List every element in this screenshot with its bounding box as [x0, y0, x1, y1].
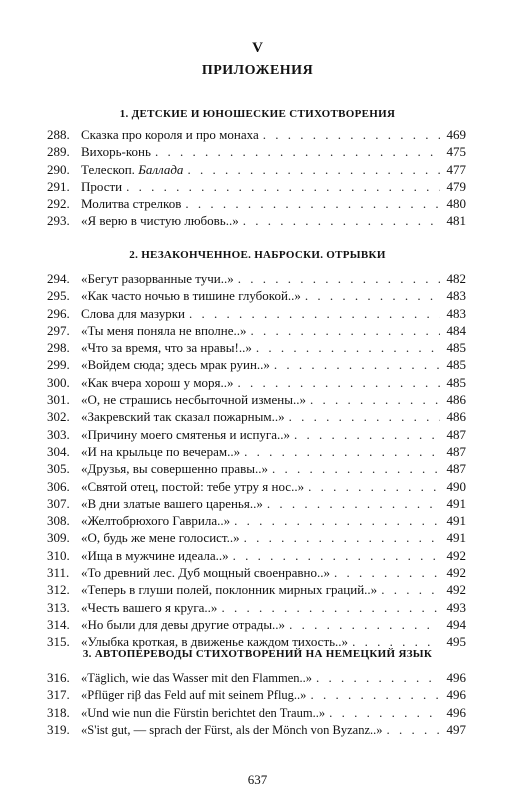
toc-entry [47, 443, 466, 460]
entry-page: 485 [446, 340, 466, 356]
toc-entry [47, 305, 466, 322]
entry-page: 480 [446, 196, 466, 212]
entry-title [77, 512, 230, 529]
entry-page: 475 [446, 144, 466, 160]
toc-entry [47, 356, 466, 373]
entry-number: 309. [47, 530, 70, 546]
entry-title [77, 599, 217, 616]
dot-leader [267, 495, 440, 512]
entry-number: 297. [47, 322, 70, 338]
dot-leader [155, 143, 440, 160]
entry-title [77, 126, 259, 143]
entry-title-text: «Я верю в чистую любовь..» [81, 213, 239, 229]
entry-page: 492 [446, 565, 466, 581]
entry-title [77, 143, 151, 160]
entry-title-text: Сказка про короля и про монаха [81, 127, 259, 142]
entry-title [77, 687, 306, 704]
entry-title [77, 670, 312, 687]
entry-number: 315. [47, 634, 70, 650]
entry-title-text: «Закревский так сказал пожарным..» [81, 409, 285, 425]
toc-entry [47, 126, 466, 143]
entry-title [77, 564, 330, 581]
entry-title [77, 287, 301, 304]
dot-leader [243, 212, 440, 229]
toc-entry [47, 178, 466, 195]
entry-number: 316. [47, 670, 70, 685]
entry-page: 496 [446, 687, 466, 703]
entry-title-text: Вихорь-конь [81, 144, 151, 160]
entry-title [77, 212, 239, 229]
entry-title-text: «Улыбка кроткая, в движенье каждом тихость..» [81, 634, 349, 650]
toc-entry [47, 391, 466, 408]
entry-title-text: «То древний лес. Дуб мощный своенравно..» [81, 565, 330, 581]
toc-entry [47, 374, 466, 391]
entry-title [77, 460, 268, 477]
entry-page: 493 [446, 599, 466, 615]
entry-number: 303. [47, 426, 70, 442]
entry-number: 296. [47, 305, 70, 321]
entry-page: 491 [446, 530, 466, 546]
entry-page: 487 [446, 443, 466, 459]
dot-leader [234, 512, 440, 529]
entry-title [77, 547, 229, 564]
entry-number: 310. [47, 547, 70, 563]
entry-number: 294. [47, 271, 70, 286]
entry-page: 497 [446, 721, 466, 737]
entry-page: 477 [446, 161, 466, 177]
entry-title-italic: Баллада [138, 161, 184, 177]
entry-number: 306. [47, 478, 70, 494]
entry-page: 492 [446, 582, 466, 598]
dot-leader [244, 529, 440, 546]
toc-entry [47, 547, 466, 564]
entry-title [77, 722, 383, 739]
entry-title-text: «Честь вашего я круга..» [81, 599, 218, 615]
entry-title-text: «S'ist gut, — sprach der Fürst, als der Mönch von Byzanz..» [81, 722, 383, 737]
entry-number: 308. [47, 513, 70, 529]
toc-entry [47, 426, 466, 443]
dot-leader [308, 478, 440, 495]
toc-entry [47, 669, 466, 686]
entry-title [77, 581, 377, 598]
entry-page: 486 [446, 392, 466, 408]
toc-entry [47, 581, 466, 598]
entry-title-text: «О, не страшись несбыточной измены..» [81, 392, 306, 408]
entry-title-text: «Что за время, что за нравы!..» [81, 340, 252, 356]
entry-title [77, 339, 252, 356]
entry-number: 289. [47, 144, 70, 160]
entry-number: 317. [47, 687, 70, 703]
entry-title-text: «Бегут разорванные тучи..» [81, 271, 234, 286]
dot-leader [274, 356, 440, 373]
entry-title-text: «Войдем сюда; здесь мрак руин..» [81, 357, 270, 373]
dot-leader [189, 305, 440, 322]
entry-number: 292. [47, 196, 70, 212]
entry-title [77, 495, 263, 512]
dot-leader [244, 443, 440, 460]
entry-number: 314. [47, 616, 70, 632]
dot-leader [305, 287, 440, 304]
dot-leader [185, 195, 440, 212]
entry-number: 295. [47, 288, 70, 304]
toc-entry [47, 512, 466, 529]
toc-entry [47, 495, 466, 512]
entry-title-text: «Друзья, вы совершенно правы..» [81, 461, 269, 477]
entry-number: 318. [47, 704, 70, 720]
entry-page: 485 [446, 374, 466, 390]
entry-number: 298. [47, 340, 70, 356]
entry-page: 484 [446, 322, 466, 338]
entry-title [77, 529, 240, 546]
part-number: V [252, 40, 263, 56]
entry-number: 319. [47, 721, 70, 737]
dot-leader [387, 721, 440, 738]
entry-page: 479 [446, 178, 466, 194]
dot-leader [272, 460, 440, 477]
dot-leader [329, 704, 440, 721]
toc-entry [47, 195, 466, 212]
entry-page: 492 [446, 547, 466, 563]
section-heading-3: 3. АВТОПЕРЕВОДЫ СТИХОТВОРЕНИЙ НА НЕМЕЦКИЙ ЯЗЫК [82, 648, 433, 660]
entry-title [77, 195, 181, 212]
dot-leader [334, 564, 440, 581]
toc-entry [47, 212, 466, 229]
dot-leader [289, 408, 440, 425]
toc-entry [47, 460, 466, 477]
entry-title [77, 356, 270, 373]
entry-page: 483 [446, 288, 466, 304]
dot-leader [310, 391, 440, 408]
entry-number: 313. [47, 599, 70, 615]
entry-title-text: «Святой отец, постой: тебе утру я нос..» [81, 478, 305, 494]
toc-entry [47, 564, 466, 581]
toc-section-2 [47, 270, 466, 651]
entry-number: 305. [47, 461, 70, 477]
dot-leader [221, 599, 440, 616]
entry-title [77, 374, 234, 391]
entry-title-text: «И на крыльце по вечерам..» [81, 443, 241, 459]
entry-title-text: Прости [81, 178, 123, 194]
entry-title-text: Слова для мазурки [81, 305, 186, 321]
entry-page: 487 [446, 461, 466, 477]
entry-title [77, 178, 122, 195]
toc-entry [47, 704, 466, 721]
entry-title-text: «О, будь же мене голосист..» [81, 530, 240, 546]
entry-number: 307. [47, 495, 70, 511]
toc-entry [47, 616, 466, 633]
dot-leader [233, 547, 440, 564]
toc-entry [47, 408, 466, 425]
entry-number: 288. [47, 127, 70, 142]
entry-page: 469 [446, 127, 466, 142]
entry-page: 483 [446, 305, 466, 321]
entry-title [77, 161, 183, 178]
toc-section-3 [47, 669, 466, 738]
entry-number: 311. [47, 565, 70, 581]
entry-number: 302. [47, 409, 70, 425]
entry-page: 495 [446, 634, 466, 650]
dot-leader [263, 126, 440, 143]
entry-title-text: «Причину моего смятенья и испуга..» [81, 426, 290, 442]
dot-leader [310, 686, 440, 703]
entry-page: 482 [446, 271, 466, 286]
dot-leader [238, 270, 440, 287]
dot-leader [289, 616, 440, 633]
entry-page: 494 [446, 616, 466, 632]
section-heading-2: 2. НЕЗАКОНЧЕННОЕ. НАБРОСКИ. ОТРЫВКИ [129, 249, 386, 261]
entry-title [77, 705, 325, 722]
toc-entry [47, 478, 466, 495]
dot-leader [294, 426, 440, 443]
section-heading-1: 1. ДЕТСКИЕ И ЮНОШЕСКИЕ СТИХОТВОРЕНИЯ [119, 108, 396, 120]
entry-title-text: Молитва стрелков [81, 196, 182, 212]
entry-number: 291. [47, 178, 70, 194]
toc-entry [47, 599, 466, 616]
entry-title [77, 443, 240, 460]
toc-entry [47, 686, 466, 703]
part-title: ПРИЛОЖЕНИЯ [201, 63, 314, 78]
entry-title-text: «Теперь в глуши полей, поклонник мирных граций..» [81, 582, 378, 598]
entry-title [77, 478, 304, 495]
toc-entry [47, 529, 466, 546]
toc-entry [47, 322, 466, 339]
entry-title-text: «Как часто ночью в тишине глубокой..» [81, 288, 301, 304]
entry-number: 304. [47, 443, 70, 459]
entry-title-text: «Как вчера хорош у моря..» [81, 374, 234, 390]
entry-title-text: «Желтобрюхого Гаврила..» [81, 513, 231, 529]
entry-title-text: «Pflüger riβ das Feld auf mit seinem Pflug..» [81, 688, 307, 703]
entry-title [77, 305, 185, 322]
entry-page: 485 [446, 357, 466, 373]
toc-entry [47, 339, 466, 356]
entry-page: 490 [446, 478, 466, 494]
entry-page: 491 [446, 495, 466, 511]
entry-title-text: «Ища в мужчине идеала..» [81, 547, 229, 563]
entry-title [77, 322, 246, 339]
entry-page: 481 [446, 213, 466, 229]
entry-title [77, 426, 290, 443]
entry-title [77, 408, 285, 425]
entry-number: 300. [47, 374, 70, 390]
entry-number: 312. [47, 582, 70, 598]
toc-entry [47, 143, 466, 160]
entry-title [77, 616, 285, 633]
entry-page: 491 [446, 513, 466, 529]
toc-entry [47, 721, 466, 738]
entry-page: 496 [446, 670, 466, 685]
entry-title-text: «Ты меня поняла не вполне..» [81, 322, 247, 338]
toc-section-1 [47, 126, 466, 230]
dot-leader [126, 178, 440, 195]
entry-title-text: «Но были для девы другие отрады..» [81, 616, 286, 632]
entry-number: 299. [47, 357, 70, 373]
entry-title [77, 270, 234, 287]
dot-leader [256, 339, 440, 356]
dot-leader [250, 322, 440, 339]
entry-page: 487 [446, 426, 466, 442]
toc-entry [47, 287, 466, 304]
entry-title [77, 391, 306, 408]
entry-title-text: «Täglich, wie das Wasser mit den Flammen..» [81, 671, 313, 685]
entry-page: 496 [446, 704, 466, 720]
dot-leader [238, 374, 440, 391]
dot-leader [316, 669, 440, 686]
entry-number: 290. [47, 161, 70, 177]
toc-entry [47, 270, 466, 287]
entry-number: 301. [47, 392, 70, 408]
entry-title-text: Телескоп. [81, 161, 139, 177]
entry-number: 293. [47, 213, 70, 229]
page-number: 637 [247, 772, 268, 787]
toc-entry [47, 161, 466, 178]
dot-leader [381, 581, 440, 598]
dot-leader [187, 161, 440, 178]
entry-title-text: «Und wie nun die Fürstin berichtet den Traum..» [81, 705, 326, 720]
entry-page: 486 [446, 409, 466, 425]
entry-title-text: «В дни златые вашего царенья..» [81, 495, 263, 511]
